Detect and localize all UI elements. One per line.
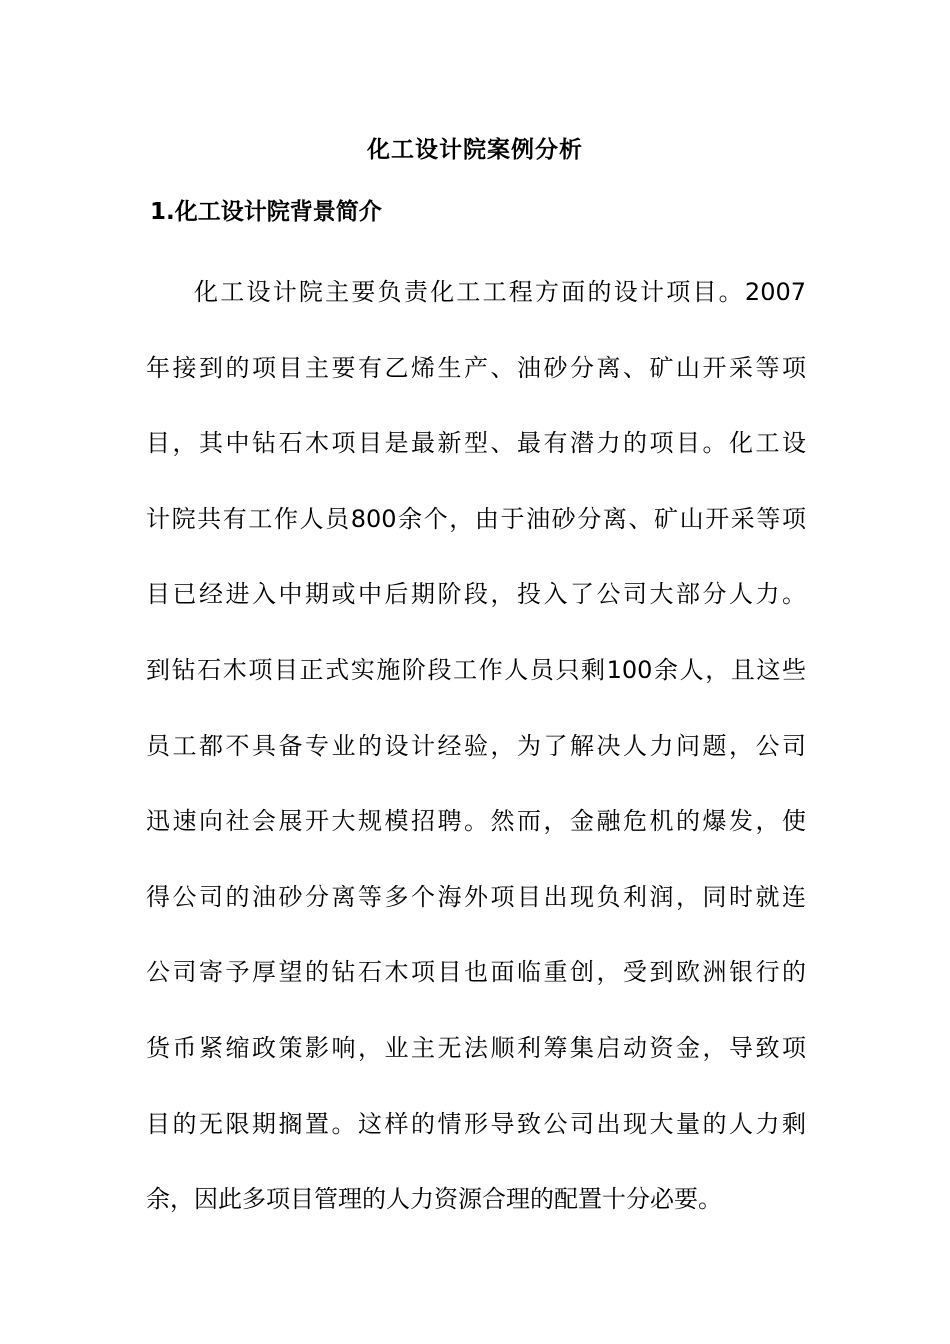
paragraph-line: 余，因此多项目管理的人力资源合理的配置十分必要。 [146,1185,722,1214]
paragraph-line: 员工都不具备专业的设计经验，为了解决人力问题，公司 [146,731,806,760]
paragraph-line: 迅速向社会展开大规模招聘。然而，金融危机的爆发，使 [146,807,806,836]
paragraph-line: 到钻石木项目正式实施阶段工作人员只剩100余人，且这些 [146,655,806,684]
paragraph-line: 年接到的项目主要有乙烯生产、油砂分离、矿山开采等项 [146,353,806,382]
document-title: 化工设计院案例分析 [367,137,583,163]
paragraph-line: 得公司的油砂分离等多个海外项目出现负利润，同时就连 [146,882,806,911]
paragraph-line: 化工设计院主要负责化工工程方面的设计项目。2007 [194,278,806,306]
paragraph-line: 公司寄予厚望的钻石木项目也面临重创，受到欧洲银行的 [146,958,806,987]
section-heading: 1.化工设计院背景简介 [150,199,382,225]
paragraph-line: 目已经进入中期或中后期阶段，投入了公司大部分人力。 [146,580,806,609]
paragraph-line: 计院共有工作人员800余个，由于油砂分离、矿山开采等项 [146,504,806,533]
body-paragraph [146,255,806,1238]
paragraph-line: 目的无限期搁置。这样的情形导致公司出现大量的人力剩 [146,1109,806,1138]
paragraph-line: 货币紧缩政策影响，业主无法顺利筹集启动资金，导致项 [146,1033,806,1062]
paragraph-line: 目，其中钻石木项目是最新型、最有潜力的项目。化工设 [146,429,806,458]
